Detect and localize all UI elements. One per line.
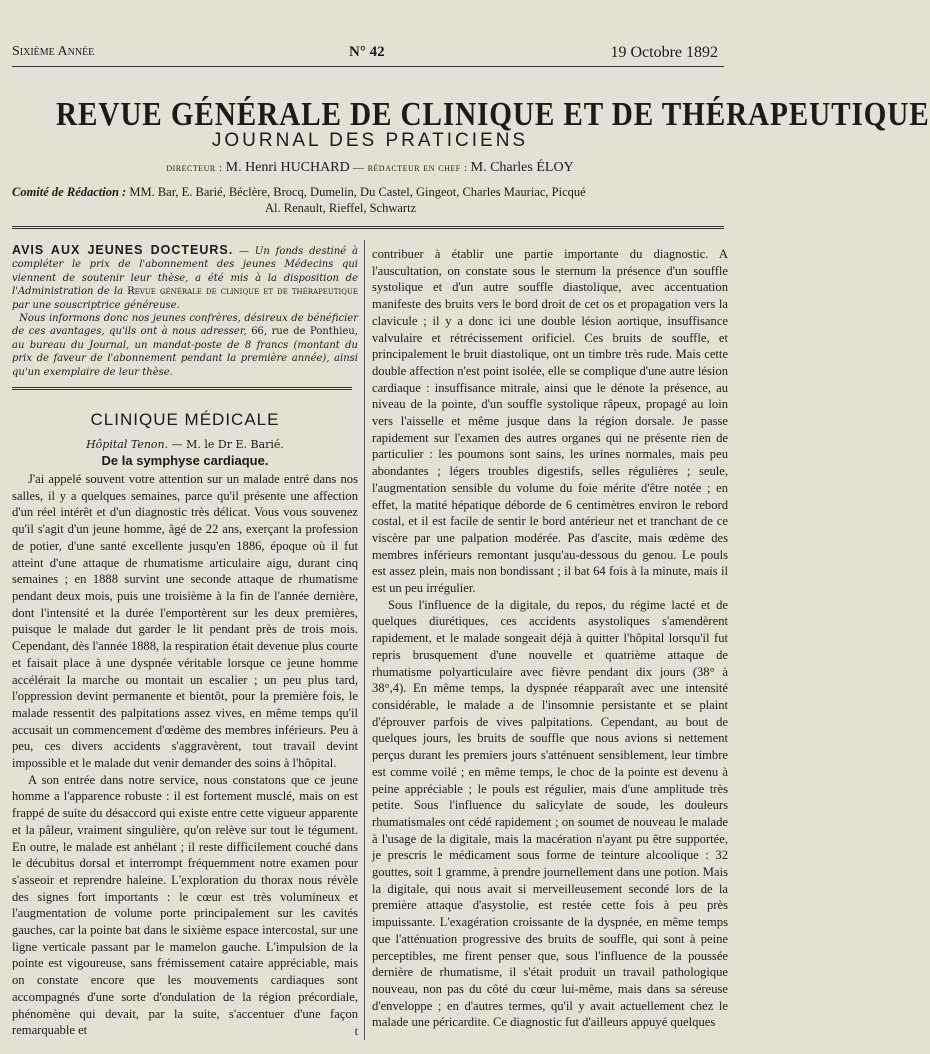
director-label: directeur : xyxy=(166,162,223,174)
header-rule xyxy=(12,226,724,229)
issue-number: N° 42 xyxy=(349,44,385,60)
lecturer-name: — M. le Dr E. Barié. xyxy=(168,438,284,452)
issue-year: Sixième Année xyxy=(12,44,95,59)
left-body xyxy=(12,471,358,1040)
notice-text-3: Nous informons donc nos jeunes confrères, désireux de bénéficier de ces avantages, qu'ils ont à nous adresser, xyxy=(12,313,358,338)
paragraph: A son entrée dans notre service, nous constatons que ce jeune homme a l'apparence robuste : il est fortement musclé, mais on est frappé de suite du désaccord qui existe entre cette vigueur apparente et la pâleur, vraiment singulière, qu'on relève sur tout le tégument. En outre, le malade est anhélant ; il reste difficilement couché dans le décubitus dorsal et interrompt fréquemment notre examen pour s'asseoir et reprendre haleine. L'exploration du thorax nous révèle des signes fort importants : le cœur est très volumineux et l'augmentation de volume porte principalement sur les cavités gauches, car la pointe bat dans le sixième espace intercostal, sur une ligne verticale passant par le mamelon gauche. L'impulsion de la pointe est vigoureuse, sans frémissement cataire appréciable, mais on constate encore que les mouvements cardiaques sont accompagnés d'une sorte d'ondulation de la région précordiale, phénomène qui devait, par la suite, s'accentuer d'une façon remarquable et xyxy=(12,772,358,1038)
notice-title: AVIS AUX JEUNES DOCTEURS. xyxy=(12,243,234,257)
column-end-mark: t xyxy=(354,1023,358,1038)
redacteur-name: M. Charles ÉLOY xyxy=(470,160,574,175)
director-name: M. Henri HUCHARD xyxy=(225,160,350,175)
left-column xyxy=(12,244,358,1040)
editorial-directors xyxy=(0,160,740,176)
notice-rule xyxy=(12,387,352,390)
right-column xyxy=(372,246,728,1031)
redacteur-label: — rédacteur en chef : xyxy=(352,162,468,174)
notice-address: 66, rue de Ponthieu, xyxy=(251,326,358,338)
hospital-name: Hôpital Tenon. xyxy=(86,438,169,452)
notice-box xyxy=(12,244,358,379)
issue-line xyxy=(12,44,718,64)
committee-members-2: Al. Renault, Rieffel, Schwartz xyxy=(265,201,417,215)
journal-subtitle: JOURNAL DES PRATICIENS xyxy=(211,130,529,151)
article-byline xyxy=(12,438,358,451)
committee-label: Comité de Rédaction : xyxy=(12,185,127,199)
paragraph: contribuer à établir une partie importante du diagnostic. A l'auscultation, on constate sous le sternum la présence d'un souffle systolique et d'un autre souffle diastolique, avec accentuation manifeste des bruits vers le bord droit de cet os et propagation vers la clavicule ; il y a donc ici une double lésion aortique, insuffisance valvulaire et rétrécissement orificiel. Ces bruits de souffle, et principalement le bruit diastolique, ont un timbre très rude. Mais cette double affection n'est point isolée, elle se complique d'une autre lésion cardiaque : insuffisance mitrale, ainsi que le dénote la présence, au niveau de la pointe, d'un souffle systolique râpeux, propagé au loin vers l'aisselle et même jusque dans la région dorsale. Je passe rapidement sur l'examen des autres organes qui ne présente rien de particulier : les poumons sont sains, les urines normales, mais peu abondantes ; légers troubles digestifs, selles régulières ; seule, l'augmentation sensible du volume du foie mérite d'être notée ; en effet, la matité hépatique déborde de 6 centimètres environ le rebord costal, et il est facile de sentir le bord antérieur net et tranchant de ce viscère par une palpation modérée. Pas d'ascite, mais œdème des membres inférieurs remontant jusqu'au-dessous du genou. Le pouls est assez plein, mais non bondissant ; il bat 64 fois à la minute, mais il est un peu irrégulier. xyxy=(372,247,728,596)
notice-text-2: par une souscriptrice généreuse. xyxy=(12,299,180,311)
right-body xyxy=(372,246,728,1031)
journal-title: REVUE GÉNÉRALE DE CLINIQUE ET DE THÉRAPEUTIQUE xyxy=(56,96,930,133)
top-rule xyxy=(12,66,724,67)
issue-date: 19 Octobre 1892 xyxy=(610,44,718,61)
paragraph: Sous l'influence de la digitale, du repos, du régime lacté et de quelques diurétiques, ces accidents asystoliques s'amendèrent rapidement, et le malade songeait déjà à quitter l'hôpital lorsqu'il fut repris brusquement d'une nouvelle et quatrième attaque de rhumatisme polyarticulaire avec fièvre pendant dix jours (38° à 38°,4). En même temps, la dyspnée réapparaît avec une intensité considérable, le malade a de l'insomnie persistante et se plaint d'éprouver parfois de vives palpitations. Cependant, au bout de quelques jours, les bruits de souffle que nous avions si nettement perçus durant les premiers jours s'atténuent sensiblement, leur timbre est comme voilé ; en même temps, le choc de la pointe est devenu à peine appréciable ; le pouls est régulier, mais d'une amplitude très petite. Sous l'influence du salicylate de soude, les douleurs rhumatismales ont cédé rapidement ; on soumet de nouveau le malade à l'usage de la digitale, mais la macération n'ayant pu être supportée, je prescris le médicament sous forme de teinture alcoolique : 32 gouttes, soit 1 gramme, à prendre journellement dans une potion. Mais la digitale, qui nous avait si merveilleusement secondé lors de la première attaque d'asystolie, est restée cette fois à peu près impuissante. L'exagération croissante de la dyspnée, en même temps que l'atténuation progressive des bruits de souffle, qui sont à peine perceptibles, me firent penser que, sous l'influence de la poussée dernière de rhumatisme, il s'était produit un travail pathologique nouveau, non pas du côté du cœur lui-même, mais dans sa séreuse d'enveloppe ; en d'autres termes, qu'il y avait actuellement chez le malade une péricardite. Ce diagnostic fut d'ailleurs appuyé quelques xyxy=(372,597,728,1030)
committee-members-1: MM. Bar, E. Barié, Béclère, Brocq, Dumelin, Du Castel, Gingeot, Charles Mauriac, Picqué xyxy=(129,185,586,199)
paragraph: J'ai appelé souvent votre attention sur un malade entré dans nos salles, il y a quelques semaines, parce qu'il présente une affection d'un réel intérêt et d'un diagnostic très délicat. Vous vous souvenez qu'il s'agit d'un jeune homme, âgé de 22 ans, exerçant la profession de potier, d'une santé excellente jusqu'en 1886, époque où il fut atteint d'une attaque de rhumatisme articulaire aigu, durant cinq semaines ; en 1888 survint une seconde attaque de rhumatisme pendant deux mois, puis une troisième à la fin de l'année dernière, dont l'intensité et la durée l'emportèrent sur les deux premières, puisque le malade dut garder le lit pendant près de trois mois. Cependant, dès l'année 1888, la respiration était devenue plus courte et faisait place à une dyspnée véritable lorsque ce jeune homme accélérait la marche ou montait un escalier ; un peu plus tard, l'oppression devint permanente et bientôt, pour la première fois, le malade ressentit des palpitations assez vives, en même temps qu'il accusait un commencement d'œdème des membres inférieurs. Peu à peu, ces divers accidents s'aggravèrent, tout travail devint impossible et le malade dut venir demander des soins à l'hôpital. xyxy=(12,472,358,771)
notice-journal-ref: Revue générale de clinique et de thérapeutique xyxy=(127,286,358,298)
editorial-committee xyxy=(12,184,732,216)
notice-text-4: au bureau du Journal, un mandat-poste de 8 francs (montant du prix de faveur de l'abonnement pendant la première année), ainsi qu'un exemplaire de leur thèse. xyxy=(12,339,358,378)
article-title: De la symphyse cardiaque. xyxy=(101,453,269,469)
notice-text-1: — Un fonds destiné à compléter le prix de l'abonnement des jeunes Médecins qui viennent de soutenir leur thèse, a été mis à la disposition de l'Administration de la xyxy=(12,246,358,298)
section-heading: CLINIQUE MÉDICALE xyxy=(90,410,280,430)
column-separator xyxy=(364,240,365,1040)
